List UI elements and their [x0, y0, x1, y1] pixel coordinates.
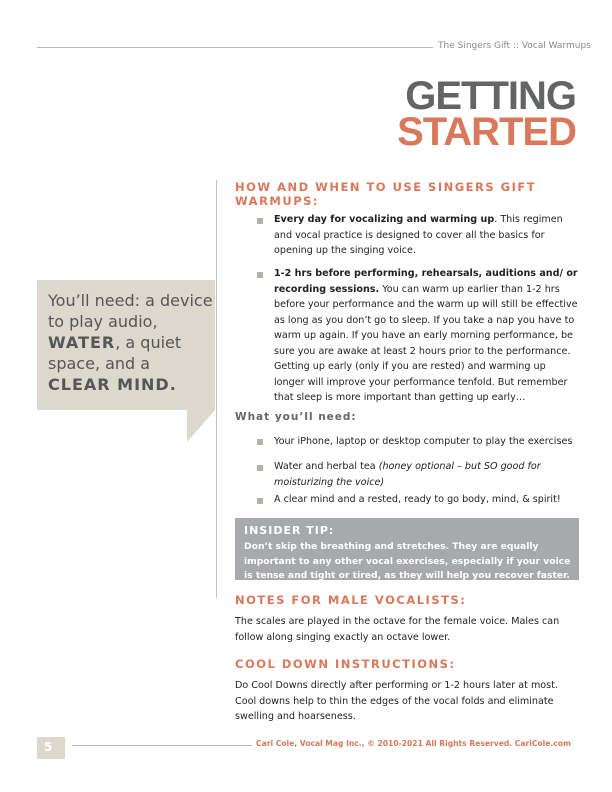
page-title-line1: GETTING	[405, 74, 576, 118]
list-item-clear-mind	[274, 492, 579, 508]
list-item-text: You can warm up earlier than 1-2 hrs before your performance and the warm up will still be effective as long as you don’t go to sleep. If you take a nap you have to warm up again. If you have an early morning performance, be sure you are awake at least 2 hours prior to the performance. Getting up early (only if you are rested) and warming up longer will improve your performance tenfold. But remember that sleep is more important than getting up early…	[274, 283, 578, 403]
running-header: The Singers Gift :: Vocal Warmups	[438, 41, 591, 51]
insider-tip-heading: INSIDER TIP:	[244, 524, 335, 537]
list-item-before-performing	[274, 266, 579, 406]
header-rule	[37, 47, 433, 48]
heading-cool-down: COOL DOWN INSTRUCTIONS:	[235, 657, 456, 671]
heading-what-you-need: What you’ll need:	[235, 411, 357, 423]
callout-text-part1: You’ll need: a device to play audio,	[48, 291, 213, 331]
list-item-text: Water and herbal tea	[274, 461, 379, 472]
list-item-everyday	[274, 212, 579, 259]
bullet-icon	[257, 498, 263, 504]
bullet-icon	[257, 439, 263, 445]
insider-tip-body: Don’t skip the breathing and stretches. They are equally important to any other vocal exercises, especially if your voice is tense and tight or tired, as they will help you recover faster.	[244, 541, 571, 581]
list-item-italic: (honey optional – but SO good for moisturizing the voice)	[274, 461, 541, 488]
heading-how-when-line1: HOW AND WHEN TO USE SINGERS GIFT	[235, 180, 537, 194]
list-item-text: Your iPhone, laptop or desktop computer to play the exercises	[274, 436, 573, 447]
callout-text-part2: , a quiet space, and a	[48, 333, 182, 373]
list-item-bold: 1-2 hrs before performing, rehearsals, auditions and/ or recording sessions.	[274, 268, 578, 295]
list-item-text: . This regimen and vocal practice is designed to cover all the basics for opening up the singing voice.	[274, 214, 563, 256]
male-vocalists-body: The scales are played in the octave for the female voice. Males can follow along singing exactly an octave lower.	[235, 616, 560, 643]
bullet-icon	[257, 465, 263, 471]
list-item-device	[274, 434, 579, 450]
column-rule	[216, 180, 217, 598]
callout-tail	[187, 410, 215, 442]
heading-how-when	[235, 180, 536, 208]
heading-how-when-line2: WARMUPS:	[235, 194, 320, 208]
callout-box	[37, 280, 215, 410]
bullet-icon	[257, 218, 263, 224]
list-item-text: A clear mind and a rested, ready to go body, mind, & spirit!	[274, 494, 561, 505]
footer-rule	[72, 745, 252, 746]
list-item-bold: Every day for vocalizing and warming up	[274, 214, 495, 225]
page-number-box	[37, 737, 65, 759]
insider-tip-box	[235, 518, 579, 580]
callout-bold-water: WATER	[48, 333, 116, 352]
page-title-line2: STARTED	[397, 110, 576, 154]
heading-male-vocalists: NOTES FOR MALE VOCALISTS:	[235, 593, 467, 607]
callout-bold-clear-mind: CLEAR MIND.	[48, 375, 177, 394]
callout-text	[48, 290, 213, 395]
page-number: 5	[43, 740, 53, 754]
cool-down-body: Do Cool Downs directly after performing or 1-2 hours later at most. Cool downs help to thin the edges of the vocal folds and eliminate swelling and hoarseness.	[235, 680, 558, 722]
bullet-icon	[257, 272, 263, 278]
footer-copyright: Cari Cole, Vocal Mag Inc., © 2010-2021 All Rights Reserved. CariCole.com	[256, 739, 571, 748]
list-item-water	[274, 459, 579, 490]
